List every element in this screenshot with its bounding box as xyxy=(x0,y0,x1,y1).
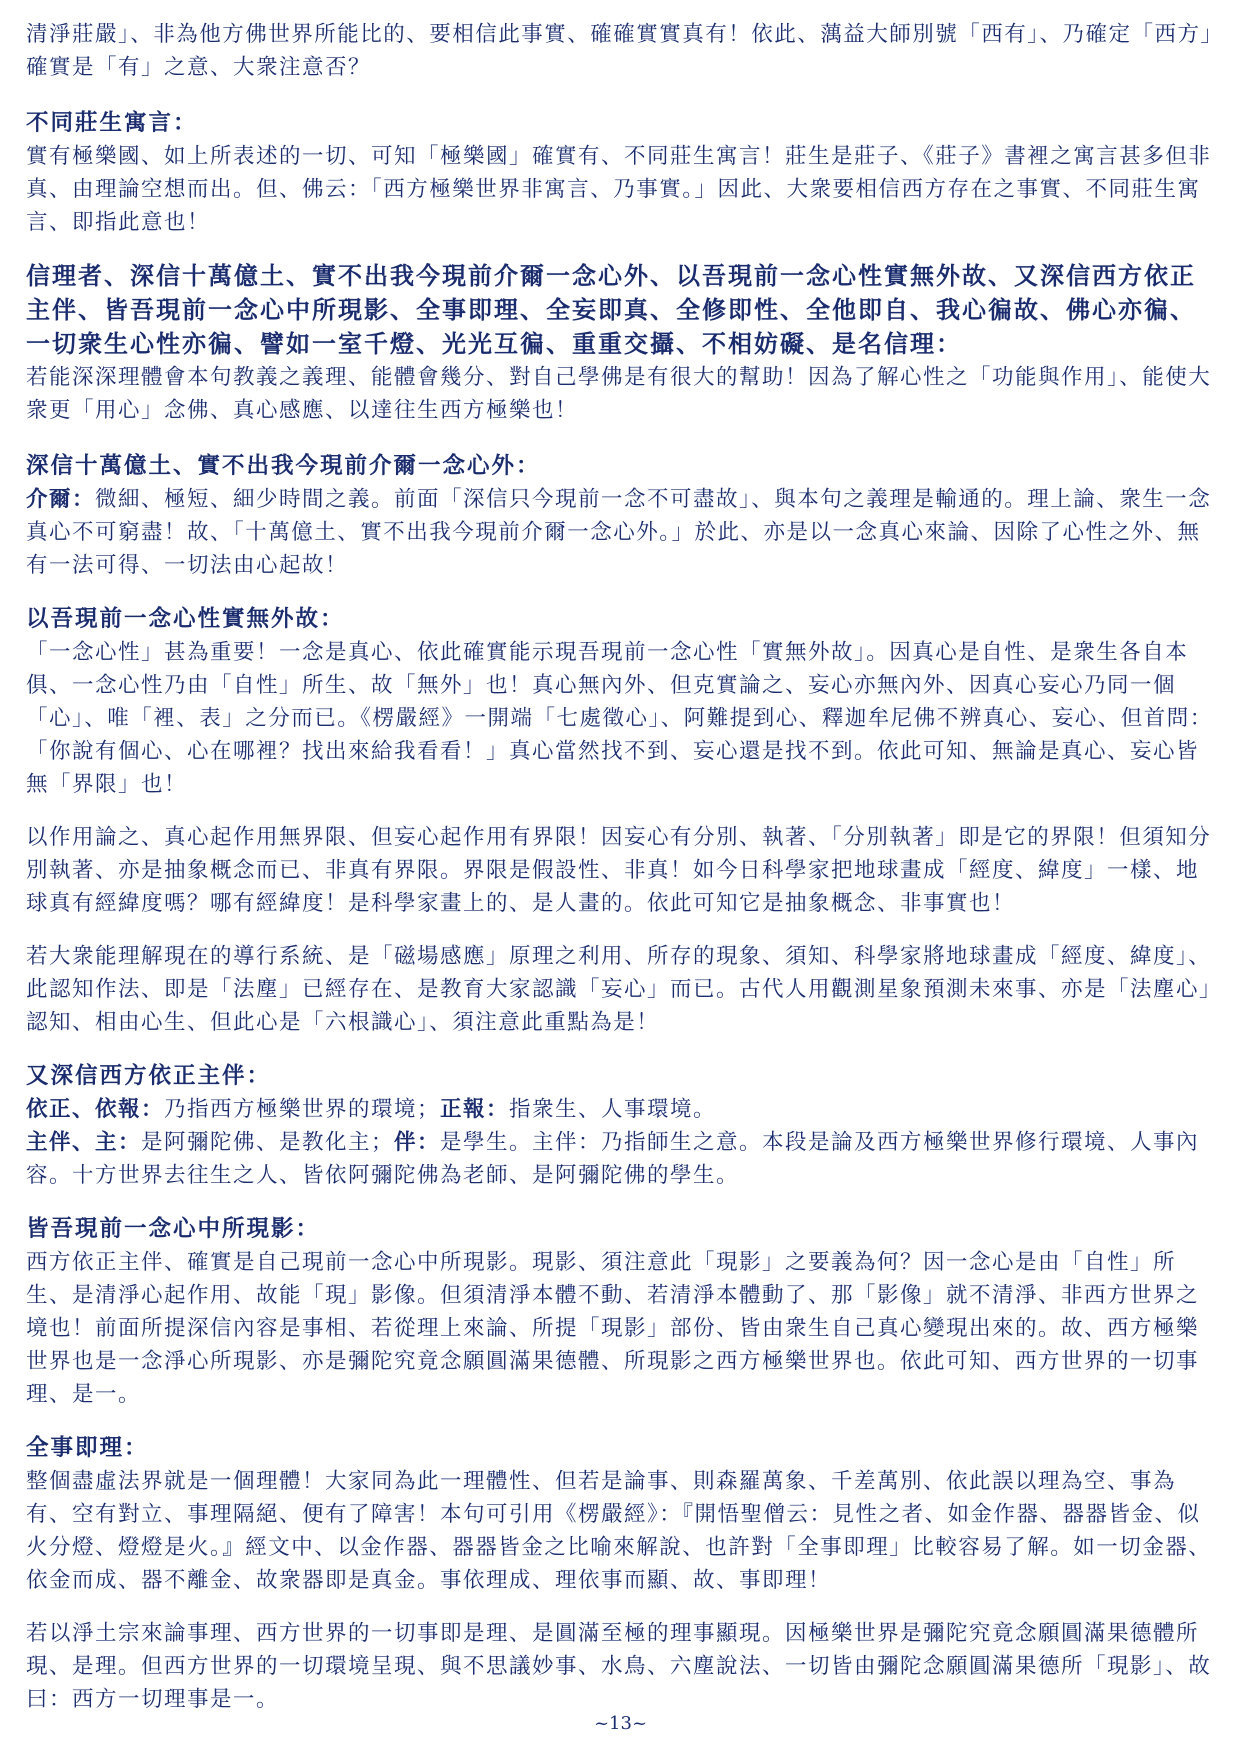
term-principal-reward: 正報： xyxy=(440,1097,510,1122)
section-heading-phenomena-principle: 全事即理： xyxy=(26,1435,149,1461)
definition-host: 是阿彌陀佛、是教化主； xyxy=(141,1130,395,1155)
term-dependent-reward: 依正、依報： xyxy=(26,1097,165,1122)
section-paragraph-mind-nature-1: 「一念心性」甚為重要！一念是真心、依此確實能示現吾現前一念心性「實無外故」。因真心是自性、是衆生各自本俱、一念心性乃由「自性」所生、故「無外」也！真心無內外、但克實論之、妄心亦無內外、因真心妄心乃同一個「心」、唯「裡、表」之分而已。《楞嚴經》一開端「七處徵心」、阿難提到心、釋迦牟尼佛不辨真心、妄心、但首問：「你說有個心、心在哪裡？找出來給我看看！」真心當然找不到、妄心還是找不到。依此可知、無論是真心、妄心皆無「界限」也！ xyxy=(26,640,1213,797)
section-paragraph-mind-nature-3: 若大衆能理解現在的導行系統、是「磁場感應」原理之利用、所存的現象、須知、科學家將地球畫成「經度、緯度」、此認知作法、即是「法塵」已經存在、是教育大家認識「妄心」而已。古代人用觀測星象預測未來事、亦是「法塵心」認知、相由心生、但此心是「六根識心」、須注意此重點為是！ xyxy=(26,944,1212,1035)
section-heading-one-thought: 深信十萬億土、實不出我今現前介爾一念心外： xyxy=(26,453,541,479)
section-line-host-companion xyxy=(26,1126,1216,1192)
section-paragraph-manifested-image: 西方依正主伴、確實是自己現前一念心中所現影。現影、須注意此「現影」之要義為何？因一念心是由「自性」所生、是清淨心起作用、故能「現」影像。但須清淨本體不動、若清淨本體動了、那「影像」就不清淨、非西方世界之境也！前面所提深信內容是事相、若從理上來論、所提「現影」部份、皆由衆生自己真心變現出來的。故、西方極樂世界也是一念淨心所現影、亦是彌陀究竟念願圓滿果德體、所現影之西方極樂世界也。依此可知、西方世界的一切事理、是一。 xyxy=(26,1250,1200,1407)
section-heading-mind-nature: 以吾現前一念心性實無外故： xyxy=(26,606,345,632)
document-page xyxy=(26,18,1216,1716)
section-paragraph-mind-nature-2: 以作用論之、真心起作用無界限、但妄心起作用有界限！因妄心有分別、執著、「分別執著」即是它的界限！但須知分別執著、亦是抽象概念而已、非真有界限。界限是假設性、非真！如今日科學家把地球畫成「經度、緯度」一樣、地球真有經緯度嗎？哪有經緯度！是科學家畫上的、是人畫的。依此可知它是抽象概念、非事實也！ xyxy=(26,825,1212,916)
term-companion: 伴： xyxy=(394,1130,441,1155)
section-heading-faith-in-principle: 信理者、深信十萬億土、實不出我今現前介爾一念心外、以吾現前一念心性實無外故、又深信西方依正主伴、皆吾現前一念心中所現影、全事即理、全妄即真、全修即性、全他即自、我心徧故、佛心亦徧、一切衆生心性亦徧、譬如一室千燈、光光互徧、重重交攝、不相妨礙、是名信理： xyxy=(26,261,1196,358)
page-number: ~13~ xyxy=(593,1713,648,1734)
section-line-dependent-reward xyxy=(26,1093,1216,1126)
section-paragraph-phenomena-principle-2: 若以淨土宗來論事理、西方世界的一切事即是理、是圓滿至極的理事顯現。因極樂世界是彌陀究竟念願圓滿果德體所現、是理。但西方世界的一切環境呈現、與不思議妙事、水鳥、六塵說法、一切皆由彌陀念願圓滿果德所「現影」、故曰：西方一切理事是一。 xyxy=(26,1621,1212,1712)
section-paragraph-faith-in-principle: 若能深深理體會本句教義之義理、能體會幾分、對自己學佛是有很大的幫助！因為了解心性之「功能與作用」、能使大衆更「用心」念佛、真心感應、以達往生西方極樂也！ xyxy=(26,365,1212,423)
definition-principal-reward: 指衆生、人事環境。 xyxy=(509,1097,717,1122)
definition-dependent-reward: 乃指西方極樂世界的環境； xyxy=(164,1097,441,1122)
section-paragraph-one-thought xyxy=(26,483,1216,582)
section-paragraph-phenomena-principle-1: 整個盡虛法界就是一個理體！大家同為此一理體性、但若是論事、則森羅萬象、千差萬別、依此誤以理為空、事為有、空有對立、事理隔絕、便有了障害！本句可引用《楞嚴經》：『開悟聖僧云：見性之者、如金作器、器器皆金、似火分燈、燈燈是火。』經文中、以金作器、器器皆金之比喻來解說、也許對「全事即理」比較容易了解。如一切金器、依金而成、器不離金、故衆器即是真金。事依理成、理依事而顯、故、事即理！ xyxy=(26,1469,1212,1593)
section-heading-manifested-image: 皆吾現前一念心中所現影： xyxy=(26,1216,321,1242)
intro-paragraph: 清淨莊嚴」、非為他方佛世界所能比的、要相信此事實、確確實實真有！依此、蕅益大師別號「西有」、乃確定「西方」確實是「有」之意、大衆注意否？ xyxy=(26,22,1213,80)
term-jie-er: 介爾： xyxy=(26,487,96,512)
term-jie-er-definition: 微細、極短、細少時間之義。前面「深信只今現前一念不可盡故」、與本句之義理是輸通的。理上論、衆生一念真心不可窮盡！故、「十萬億土、實不出我今現前介爾一念心外。」於此、亦是以一念真心來論、因除了心性之外、無有一法可得、一切法由心起故！ xyxy=(26,487,1212,578)
definition-companion: 是學生。主伴：乃指師生之意。本段是論及西方極樂世界修行環境、人事內容。十方世界去往生之人、皆依阿彌陀佛為老師、是阿彌陀佛的學生。 xyxy=(26,1130,1200,1188)
section-paragraph-parable: 實有極樂國、如上所表述的一切、可知「極樂國」確實有、不同莊生寓言！莊生是莊子、《莊子》書裡之寓言甚多但非真、由理論空想而出。但、佛云：「西方極樂世界非寓言、乃事實。」因此、大衆要相信西方存在之事實、不同莊生寓言、即指此意也！ xyxy=(26,144,1212,235)
term-host: 主伴、主： xyxy=(26,1130,142,1155)
section-heading-parable: 不同莊生寓言： xyxy=(26,110,198,136)
section-heading-dependent-principal: 又深信西方依正主伴： xyxy=(26,1063,272,1089)
